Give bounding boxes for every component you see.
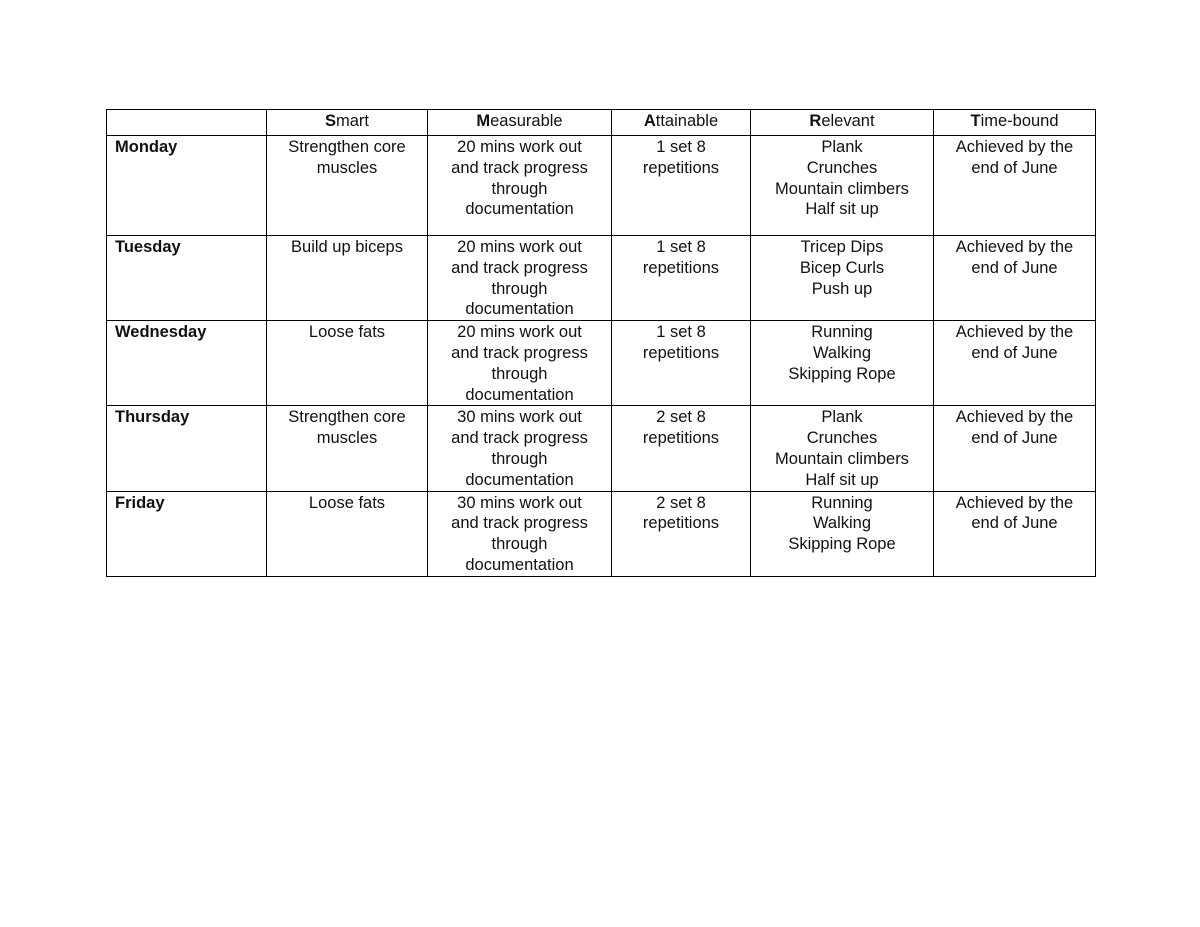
cell-line: 1 set 8 (656, 323, 706, 342)
cell-line: Achieved by the (955, 408, 1074, 427)
cell-line: Push up (811, 279, 873, 298)
measurable-cell (428, 406, 612, 491)
cell-line: Achieved by the (955, 493, 1074, 512)
table-row (107, 491, 1096, 576)
cell-line: Plank (821, 408, 863, 427)
measurable-cell (428, 236, 612, 321)
header-rest: ime-bound (980, 112, 1059, 130)
smart-cell (267, 321, 428, 406)
cell-line: Tricep Dips (800, 238, 884, 256)
cell-line: through (491, 364, 548, 383)
header-rest: easurable (490, 112, 563, 130)
cell-line: 20 mins work out (457, 138, 582, 156)
attainable-cell (612, 321, 751, 406)
cell-line: documentation (465, 470, 574, 489)
cell-line: Plank (821, 138, 863, 156)
cell-line: Half sit up (805, 470, 879, 489)
cell-line: and track progress (451, 158, 588, 177)
cell-line: Skipping Rope (788, 364, 896, 383)
header-initial: S (324, 112, 336, 130)
header-row (107, 110, 1096, 136)
cell-line: Strengthen core (288, 408, 406, 427)
time-bound-cell (934, 321, 1096, 406)
cell-line: Mountain climbers (775, 179, 909, 198)
day-cell: Wednesday (107, 321, 267, 406)
table-row (107, 321, 1096, 406)
cell-line: 30 mins work out (457, 493, 582, 512)
cell-line: through (491, 179, 548, 198)
header-initial: T (970, 112, 981, 130)
measurable-cell (428, 491, 612, 576)
cell-line: Achieved by the (955, 138, 1074, 156)
header-rest: ttainable (655, 112, 719, 130)
relevant-cell (751, 491, 934, 576)
cell-line: Crunches (806, 158, 878, 177)
cell-line: 2 set 8 (656, 493, 706, 512)
cell-line: muscles (316, 158, 378, 177)
day-cell: Friday (107, 491, 267, 576)
cell-line: Loose fats (308, 323, 386, 342)
cell-line: end of June (971, 429, 1058, 448)
smart-cell (267, 406, 428, 491)
cell-line: Bicep Curls (799, 258, 885, 277)
header-initial: A (643, 112, 656, 130)
cell-line: Skipping Rope (788, 535, 896, 554)
header-cell-measurable (428, 110, 612, 136)
table-row (107, 236, 1096, 321)
cell-line: Achieved by the (955, 238, 1074, 256)
cell-line: through (491, 449, 548, 468)
header-initial: R (809, 112, 822, 130)
cell-line: repetitions (642, 343, 720, 362)
table-row (107, 406, 1096, 491)
cell-line: end of June (971, 514, 1058, 533)
cell-line: Achieved by the (955, 323, 1074, 342)
cell-line: 2 set 8 (656, 408, 706, 427)
smart-cell (267, 136, 428, 236)
header-initial: M (476, 112, 491, 130)
cell-line: Running (811, 493, 873, 512)
cell-line: Crunches (806, 429, 878, 448)
cell-line: and track progress (451, 514, 588, 533)
attainable-cell (612, 491, 751, 576)
header-cell-smart (267, 110, 428, 136)
cell-line: Mountain climbers (775, 449, 909, 468)
cell-line: through (491, 535, 548, 554)
cell-line: repetitions (642, 158, 720, 177)
cell-line: 20 mins work out (457, 323, 582, 342)
header-cell-relevant (751, 110, 934, 136)
cell-line: 20 mins work out (457, 238, 582, 256)
attainable-cell (612, 406, 751, 491)
time-bound-cell (934, 491, 1096, 576)
cell-line: documentation (465, 555, 574, 574)
cell-line: end of June (971, 258, 1058, 277)
cell-line: Walking (812, 343, 872, 362)
cell-line: and track progress (451, 343, 588, 362)
relevant-cell (751, 236, 934, 321)
header-cell-attainable (612, 110, 751, 136)
header-cell-time-bound (934, 110, 1096, 136)
relevant-cell (751, 406, 934, 491)
cell-line: end of June (971, 343, 1058, 362)
relevant-cell (751, 321, 934, 406)
attainable-cell (612, 236, 751, 321)
cell-line: repetitions (642, 258, 720, 277)
cell-line: muscles (316, 429, 378, 448)
smart-cell (267, 491, 428, 576)
header-cell-day (107, 110, 267, 136)
cell-line: Build up biceps (291, 238, 403, 256)
cell-line: through (491, 279, 548, 298)
cell-line: documentation (465, 300, 574, 319)
day-cell: Thursday (107, 406, 267, 491)
cell-line: repetitions (642, 429, 720, 448)
cell-line: Half sit up (805, 200, 879, 219)
cell-line: repetitions (642, 514, 720, 533)
header-rest: mart (336, 112, 369, 130)
time-bound-cell (934, 136, 1096, 236)
cell-line: Running (811, 323, 873, 342)
cell-line: documentation (465, 200, 574, 219)
day-cell: Monday (107, 136, 267, 236)
measurable-cell (428, 136, 612, 236)
time-bound-cell (934, 236, 1096, 321)
time-bound-cell (934, 406, 1096, 491)
cell-line: 30 mins work out (457, 408, 582, 427)
day-cell: Tuesday (107, 236, 267, 321)
attainable-cell (612, 136, 751, 236)
cell-line: 1 set 8 (656, 238, 706, 256)
measurable-cell (428, 321, 612, 406)
smart-goals-table (106, 109, 1096, 577)
cell-line: Walking (812, 514, 872, 533)
cell-line: and track progress (451, 258, 588, 277)
smart-cell (267, 236, 428, 321)
cell-line: Strengthen core (288, 138, 406, 156)
cell-line: 1 set 8 (656, 138, 706, 156)
cell-line: Loose fats (308, 493, 386, 512)
table-row (107, 136, 1096, 236)
cell-line: and track progress (451, 429, 588, 448)
cell-line: documentation (465, 385, 574, 404)
relevant-cell (751, 136, 934, 236)
header-rest: elevant (821, 112, 875, 130)
cell-line: end of June (971, 158, 1058, 177)
